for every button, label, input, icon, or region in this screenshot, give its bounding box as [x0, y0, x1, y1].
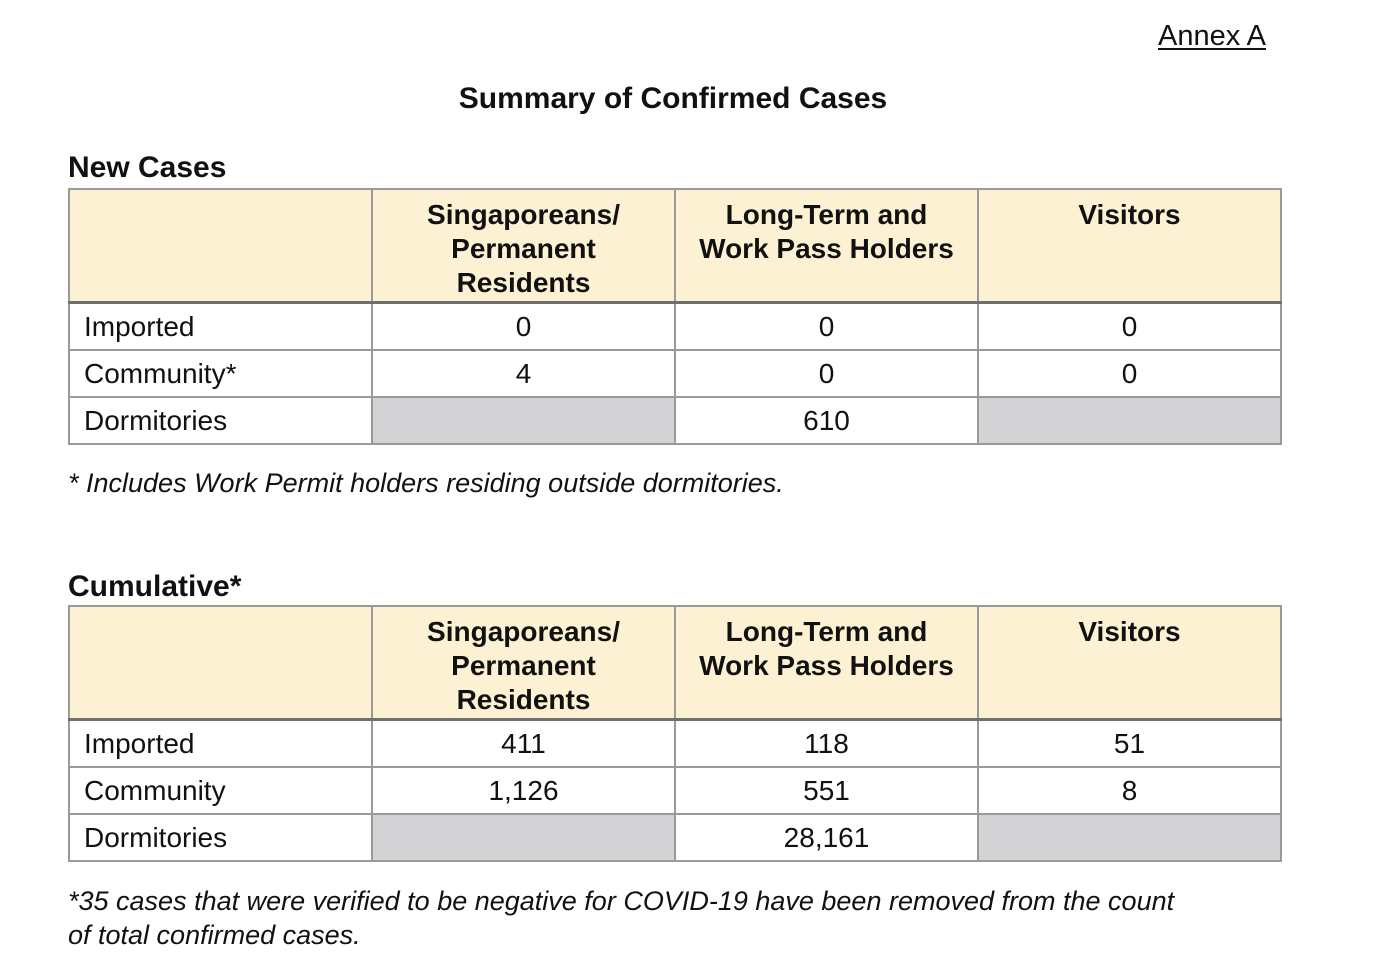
cell-value: 0	[675, 302, 978, 350]
table-row	[69, 302, 1281, 350]
new-cases-title: New Cases	[68, 151, 227, 184]
new-cases-header-empty	[69, 189, 372, 302]
cumulative-header-row	[69, 606, 1281, 719]
row-label-community: Community	[69, 767, 372, 814]
table-row	[69, 397, 1281, 444]
cumulative-footnote-line-2: of total confirmed cases.	[68, 920, 361, 950]
cell-value: 610	[675, 397, 978, 444]
new-cases-footnote: * Includes Work Permit holders residing outside dormitories.	[68, 468, 784, 498]
table-row	[69, 350, 1281, 397]
cell-value: 118	[675, 719, 978, 767]
row-label-imported: Imported	[69, 719, 372, 767]
row-label-imported: Imported	[69, 302, 372, 350]
cell-value: 8	[978, 767, 1281, 814]
table-row	[69, 719, 1281, 767]
cumulative-header-visitors: Visitors	[978, 606, 1281, 719]
cell-value: 1,126	[372, 767, 675, 814]
cell-value: 411	[372, 719, 675, 767]
cumulative-header-sg-pr: Singaporeans/ Permanent Residents	[372, 606, 675, 719]
cell-value: 0	[978, 350, 1281, 397]
row-label-community: Community*	[69, 350, 372, 397]
not-applicable-cell	[978, 814, 1281, 861]
cumulative-footnote	[68, 884, 1174, 952]
row-label-dormitories: Dormitories	[69, 397, 372, 444]
not-applicable-cell	[978, 397, 1281, 444]
cell-value: 4	[372, 350, 675, 397]
cell-value: 28,161	[675, 814, 978, 861]
new-cases-header-visitors: Visitors	[978, 189, 1281, 302]
cell-value: 0	[675, 350, 978, 397]
new-cases-header-ltp-wp: Long-Term and Work Pass Holders	[675, 189, 978, 302]
cell-value: 51	[978, 719, 1281, 767]
cumulative-table	[68, 605, 1282, 862]
cell-value: 0	[372, 302, 675, 350]
cell-value: 0	[978, 302, 1281, 350]
cumulative-title: Cumulative*	[68, 570, 242, 603]
cumulative-header-empty	[69, 606, 372, 719]
new-cases-table	[68, 188, 1282, 445]
row-label-dormitories: Dormitories	[69, 814, 372, 861]
annex-label: Annex A	[1158, 20, 1267, 52]
cumulative-header-ltp-wp: Long-Term and Work Pass Holders	[675, 606, 978, 719]
table-row	[69, 767, 1281, 814]
new-cases-header-sg-pr: Singaporeans/ Permanent Residents	[372, 189, 675, 302]
cumulative-footnote-line-1: *35 cases that were verified to be negative for COVID-19 have been removed from the count	[68, 886, 1175, 916]
document-title: Summary of Confirmed Cases	[458, 82, 888, 115]
not-applicable-cell	[372, 397, 675, 444]
cell-value: 551	[675, 767, 978, 814]
not-applicable-cell	[372, 814, 675, 861]
table-row	[69, 814, 1281, 861]
new-cases-header-row	[69, 189, 1281, 302]
